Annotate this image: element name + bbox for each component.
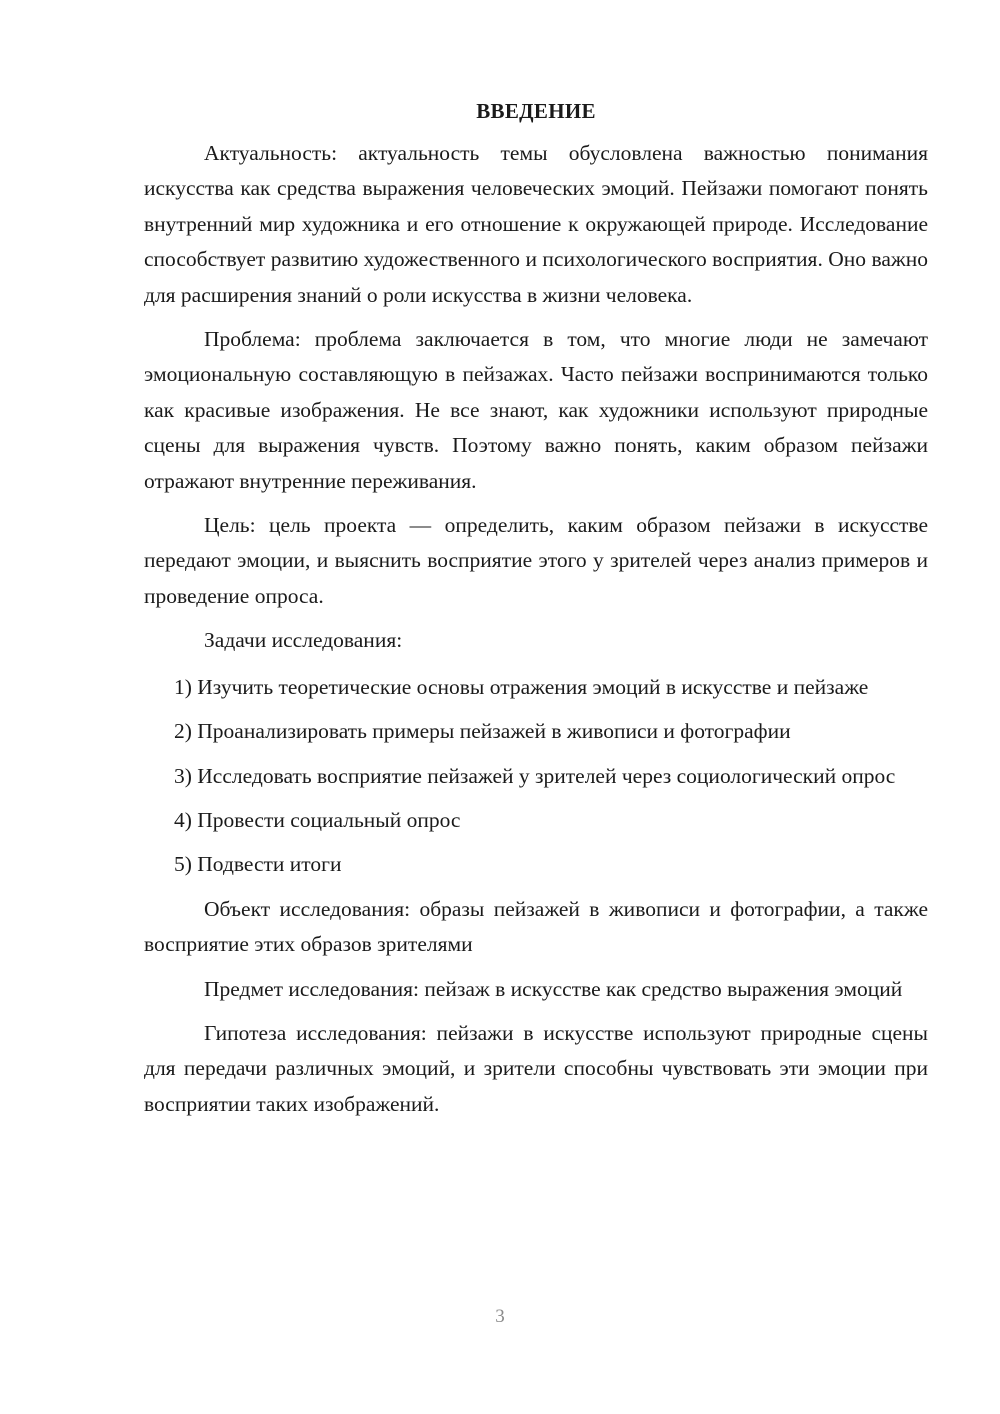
- paragraph-problem: Проблема: проблема заключается в том, что многие люди не замечают эмоциональную составляющую в пейзажах. Часто пейзажи воспринимаются только как красивые изображения. Не все знают, как художники используют природные сцены для выражения чувств. Поэтому важно понять, каким образом пейзажи отражают внутренние переживания.: [144, 327, 928, 493]
- task-item-5: 5) Подвести итоги: [174, 852, 342, 877]
- paragraph-relevance: Актуальность: актуальность темы обусловлена важностью понимания искусства как средства выражения человеческих эмоций. Пейзажи помогают понять внутренний мир художника и его отношение к окружающей природе. Исследование способствует развитию художественного и психологического восприятия. Оно важно для расширения знаний о роли искусства в жизни человека.: [144, 141, 928, 307]
- document-page: [144, 96, 928, 1122]
- task-item-4: 4) Провести социальный опрос: [174, 807, 461, 832]
- task-item-1: 1) Изучить теоретические основы отражения эмоций в искусстве и пейзаже: [174, 674, 869, 699]
- page-number: 3: [495, 1306, 505, 1327]
- paragraph-tasks-heading: Задачи исследования:: [204, 628, 403, 653]
- paragraph-subject: Предмет исследования: пейзаж в искусстве как средство выражения эмоций: [204, 976, 903, 1001]
- paragraph-goal: Цель: цель проекта — определить, каким образом пейзажи в искусстве передают эмоции, и выяснить восприятие этого у зрителей через анализ примеров и проведение опроса.: [144, 513, 928, 608]
- page-title: ВВЕДЕНИЕ: [476, 99, 596, 123]
- task-item-3: 3) Исследовать восприятие пейзажей у зрителей через социологический опрос: [174, 763, 896, 788]
- paragraph-hypothesis: Гипотеза исследования: пейзажи в искусстве используют природные сцены для передачи различных эмоций, и зрители способны чувствовать эти эмоции при восприятии таких изображений.: [144, 1020, 928, 1116]
- task-item-2: 2) Проанализировать примеры пейзажей в живописи и фотографии: [174, 719, 791, 744]
- paragraph-object: Объект исследования: образы пейзажей в живописи и фотографии, а также восприятие этих образов зрителями: [144, 896, 928, 957]
